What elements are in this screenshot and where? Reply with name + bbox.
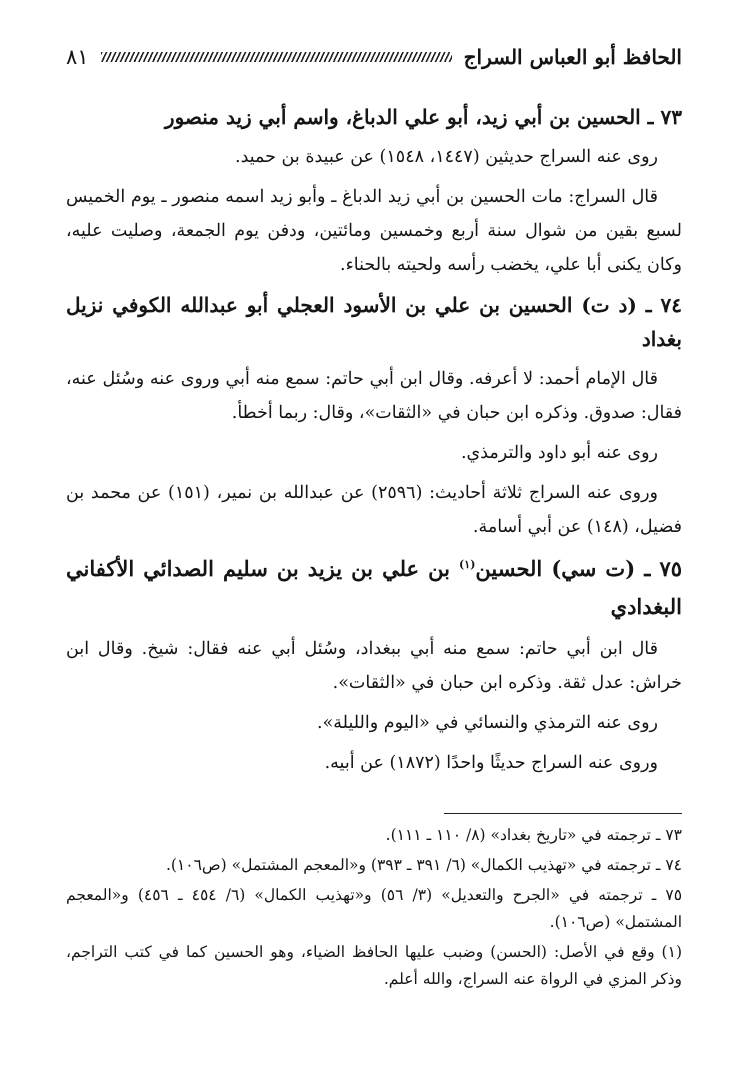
entry-heading-75-part-1: ٧٥ ـ (ت سي) الحسين bbox=[475, 556, 682, 581]
page-number: ٨١ bbox=[66, 45, 89, 69]
footnote-73: ٧٣ ـ ترجمته في «تاريخ بغداد» (٨/ ١١٠ ـ ١١١). bbox=[385, 826, 682, 844]
entry-heading-75-part-2: بن علي بن يزيد بن سليم الصدائي الأكفاني البغدادي bbox=[66, 556, 682, 619]
entry-heading-74: ٧٤ ـ (د ت) الحسين بن علي بن الأسود العجلي أبو عبدالله الكوفي نزيل بغداد bbox=[66, 293, 682, 351]
entry-73-paragraph-2: قال السراج: مات الحسين بن أبي زيد الدباغ ـ وأبو زيد اسمه منصور ـ يوم الخميس لسبع بقين من شوال سنة أربع وخمسين ومائتين، ودفن يوم الجمعة، وصليت عليه، وكان يكنى أبا علي، يخضب رأسه ولحيته بالحناء. bbox=[66, 187, 682, 275]
footnotes bbox=[66, 822, 682, 996]
entry-75-paragraph-3: وروى عنه السراج حديثًا واحدًا (١٨٧٢) عن أبيه. bbox=[324, 753, 658, 773]
footnote-1: (١) وقع في الأصل: (الحسن) وضبب عليها الحافظ الضياء، وهو الحسين كما في كتب التراجم، وذكر المزي في الرواة عنه السراج، والله أعلم. bbox=[66, 943, 682, 988]
entry-75-paragraph-2: روى عنه الترمذي والنسائي في «اليوم والليلة». bbox=[317, 713, 658, 733]
entry-heading-75 bbox=[66, 550, 682, 626]
footnote-separator bbox=[444, 813, 682, 814]
page-header bbox=[66, 40, 682, 74]
main-text bbox=[66, 100, 682, 786]
header-hatched-rule bbox=[101, 52, 452, 62]
entry-74-paragraph-3: وروى عنه السراج ثلاثة أحاديث: (٢٥٩٦) عن عبدالله بن نمير، (١٥١) عن محمد بن فضيل، (١٤٨) عن أبي أسامة. bbox=[66, 483, 682, 537]
entry-73-paragraph-1: روى عنه السراج حديثين (١٤٤٧، ١٥٤٨) عن عبيدة بن حميد. bbox=[235, 147, 658, 167]
footnote-74: ٧٤ ـ ترجمته في «تهذيب الكمال» (٦/ ٣٩١ ـ ٣٩٣) و«المعجم المشتمل» (ص١٠٦). bbox=[165, 856, 682, 874]
entry-74-paragraph-1: قال الإمام أحمد: لا أعرفه. وقال ابن أبي حاتم: سمع منه أبي وروى عنه وسُئل عنه، فقال: صدوق. وذكره ابن حبان في «الثقات»، وقال: ربما أخطأ. bbox=[66, 369, 682, 423]
footnote-reference-mark: (١) bbox=[459, 558, 476, 571]
entry-75-paragraph-1: قال ابن أبي حاتم: سمع منه أبي ببغداد، وسُئل أبي عنه فقال: شيخ. وقال ابن خراش: عدل ثقة. وذكره ابن حبان في «الثقات». bbox=[66, 639, 682, 693]
footnote-75: ٧٥ ـ ترجمته في «الجرح والتعديل» (٣/ ٥٦) و«تهذيب الكمال» (٦/ ٤٥٤ ـ ٤٥٦) و«المعجم المشتمل» (ص١٠٦). bbox=[66, 886, 683, 931]
running-title: الحافظ أبو العباس السراج bbox=[463, 45, 682, 69]
entry-74-paragraph-2: روى عنه أبو داود والترمذي. bbox=[460, 443, 658, 463]
entry-heading-73: ٧٣ ـ الحسين بن أبي زيد، أبو علي الدباغ، واسم أبي زيد منصور bbox=[164, 105, 682, 129]
